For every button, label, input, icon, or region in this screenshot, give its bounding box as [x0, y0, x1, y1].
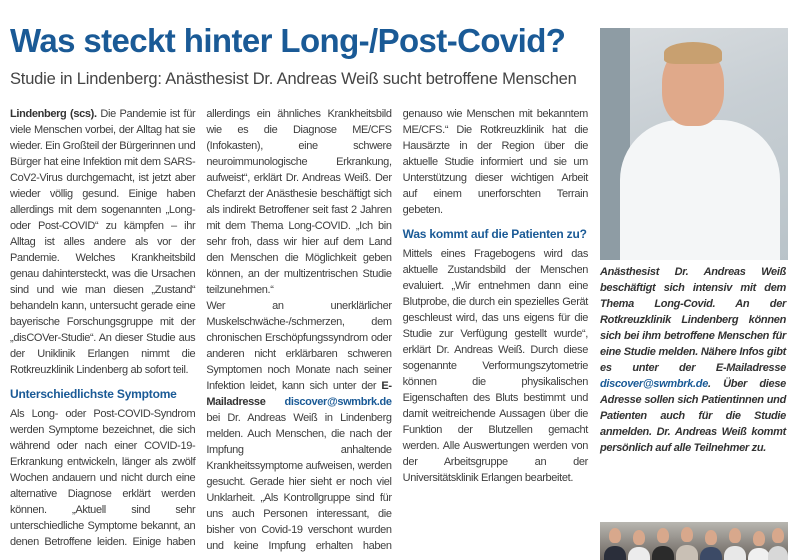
- subheadline: Studie in Lindenberg: Anästhesist Dr. Andreas Weiß sucht betroffene Menschen: [10, 70, 577, 88]
- caption-email-link[interactable]: discover@swmbrk.de: [600, 378, 709, 390]
- paragraph-procedure: Mittels eines Fragebogens wird das aktuelle Zustandsbild der Menschen evaluiert. „Wir entnehmen dann eine Blutprobe, die durch ein spezielles Gerät geschleust wird, das uns eigens für die Studie zur Verfügung gestellt wurde“, erklärt Dr. Andreas Weiß. Durch diese sogenannte Verformungszytometrie können die physikalischen Eigenschaften des Bluts bestimmt und damit weitreichende Aussagen über die Funktion der Blutzellen gemacht werden. Alle Auswertungen werden von der Arbeitsgruppe an der Universitätsklinik Erlangen bearbeitet.: [402, 248, 588, 484]
- paragraph-contact: Wer an unerklärlicher Muskelschwäche-/schmerzen, dem chronischen Erschöpfungssyndrom oder anderen nicht erklärbaren schweren Symptomen noch Monate nach seiner Infektion leidet, kann sich unter der E-Mailadresse discover@swmbrk.de bei Dr. Andreas Weiß in Lindenberg melden. Auch Menschen, die nach der Impfung anhaltende Krankheitssymptome aufweisen, werden gesucht. Gerade hier sieht er noch viel Unklarheit. „Als Kontrollgruppe sind für uns auch Personen interessant, die bisher von Covid-19 verschont wurden und keine Impfung erhalten haben genauso wie Menschen mit bekanntem ME/CFS.“ Die Rotkreuzklinik hat die Hausärzte in der Region über die aktuelle Studie informiert und sie um Unterstützung dieser wichtigen Arbeit auf einem unerforschten Terrain gebeten.: [206, 108, 588, 552]
- dateline: Lindenberg (scs).: [10, 108, 97, 120]
- portrait-photo: [600, 28, 788, 260]
- group-photo: [600, 522, 788, 560]
- headline: Was steckt hinter Long-/Post-Covid?: [10, 22, 566, 59]
- section-heading-symptoms: Unterschiedlichste Symptome: [10, 387, 177, 401]
- photo-caption: Anästhesist Dr. Andreas Weiß beschäftigt sich intensiv mit dem Thema Long-Covid. An der Rotkreuzklinik Lindenberg können sich bei ihm betroffene Menschen für eine Studie melden. Nähere Infos gibt es unter der E-Mailadresse discover@swmbrk.de. Über diese Adresse sollen sich Patientinnen und Patienten auch für die Studie anmelden. Dr. Andreas Weiß kommt persönlich auf alle Teilnehmer zu.: [600, 266, 786, 454]
- paragraph-symptoms: Als Long- oder Post-COVID-Syndrom werden Symptome bezeichnet, die sich während oder nach einer COVID-19-Erkrankung entwickeln, länger als zwölf Wochen andauern und nicht durch eine alternative Diagnose erklärt werden können. „Aktuell sind sehr unterschiedliche Symptome bekannt, an denen Betroffene leiden. Einige haben allerdings ein ähnliches Krankheitsbild wie es die Diagnose ME/CFS (Infokasten), eine schwere neuroimmunologische Erkrankung, aufweist“, erklärt Dr. Andreas Weiß. Der Chefarzt der Anästhesie beschäftigt sich als indirekt Betroffener seit fast 2 Jahren mit dem Thema Long-COVID. „Ich bin sehr froh, dass wir hier auf dem Land den Menschen die Möglichkeit geben können, an der multizentrischen Studie teilzunehmen.“: [10, 108, 392, 548]
- section-heading-patients: Was kommt auf die Patienten zu?: [402, 227, 587, 241]
- article-body: [10, 106, 588, 560]
- email-link[interactable]: discover@swmbrk.de: [284, 396, 392, 408]
- paragraph-intro: Lindenberg (scs). Die Pandemie ist für viele Menschen vorbei, der Alltag hat sie wieder. Ein Großteil der Bürgerinnen und Bürger hat eine Infektion mit dem SARS-CoV2-Virus durchgemacht, ist jetzt aber wieder völlig gesund. Einige haben allerdings mit dem sogenannten „Long- oder Post-COVID“ zu kämpfen – ihr Alltag ist alles andere als vor der Pandemie. Welches Krankheitsbild genau dahintersteckt, was die Ursachen sind und wie man diesen „Zustand“ behandeln kann, untersucht gerade eine bayerische Forschungsgruppe mit der „disCOVer-Studie“. An dieser Studie aus der Uniklinik Erlangen nimmt die Rotkreuzklinik Lindenberg ab sofort teil.: [10, 108, 196, 376]
